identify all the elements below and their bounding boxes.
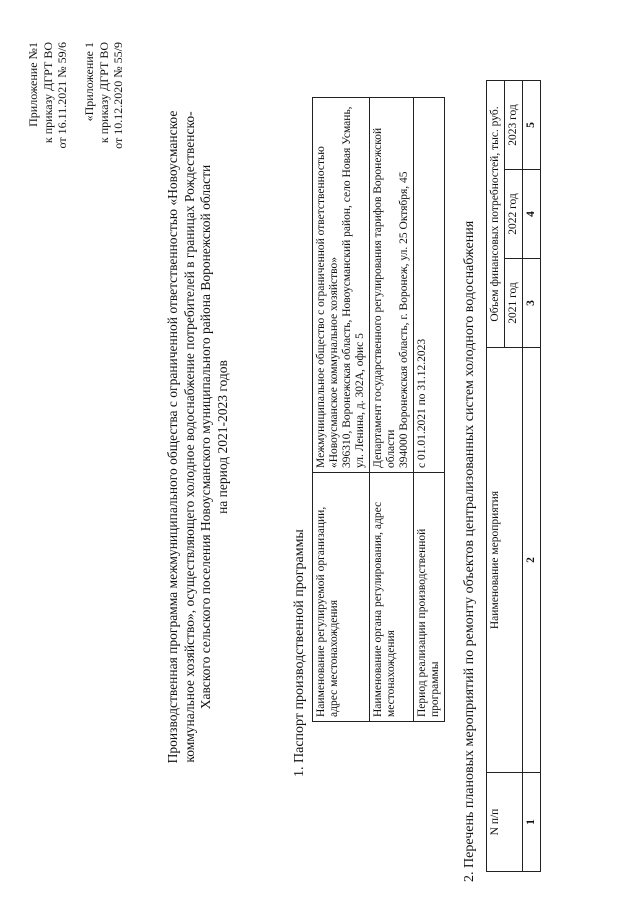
appendix-current-line3: от 16.11.2021 № 59/6: [55, 42, 69, 149]
appendix-previous-block: [82, 42, 126, 149]
appendix-current-block: [26, 42, 70, 148]
column-header-year: 2022 год: [505, 170, 523, 259]
column-header-num: N п/п: [487, 773, 523, 872]
title-line3: Хавского сельского поселения Новоусманского муниципального района Воронежской области: [198, 164, 213, 710]
passport-value-line: с 01.01.2021 по 31.12.2023: [416, 338, 428, 468]
table-cell: 1: [523, 773, 541, 872]
table-cell: 3: [523, 259, 541, 348]
table-row: [370, 98, 414, 722]
passport-value-line: 396310, Воронежская область, Новоусманский район, село Новая Усмань, ул. Ленина, д. 302А, офис 5: [341, 106, 366, 468]
passport-value-line: 394000 Воронежская область, г. Воронеж, ул. 25 Октября, 45: [398, 171, 410, 468]
title-line4: на период 2021-2023 годов: [214, 360, 230, 514]
passport-label: Наименование регулируемой организации, адрес местонахождения: [313, 473, 370, 722]
measures-table: [486, 80, 541, 872]
table-cell: 4: [523, 170, 541, 259]
passport-table: [312, 97, 445, 722]
appendix-current-line1: Приложение №1: [26, 42, 40, 127]
column-header-year: 2021 год: [505, 259, 523, 348]
appendix-previous-line2: к приказу ДГРТ ВО: [96, 42, 111, 144]
passport-value: [370, 98, 414, 473]
passport-label: Период реализации производственной программы: [414, 473, 445, 722]
appendix-previous-line3: от 10.12.2020 № 55/9: [111, 42, 125, 149]
document-page: [20, 22, 620, 882]
appendix-previous-line1: «Приложение 1: [82, 42, 96, 122]
passport-label: Наименование органа регулирования, адрес местонахождения: [370, 473, 414, 722]
document-title: [165, 87, 231, 787]
appendix-current-line2: к приказу ДГРТ ВО: [40, 42, 55, 144]
passport-value-line: Департамент государственного регулирования тарифов Воронежской области: [372, 127, 397, 468]
section1-heading: 1. Паспорт производственной программы: [292, 529, 307, 777]
table-cell: 5: [523, 81, 541, 170]
title-line2: коммунальное хозяйство», осуществляющего холодное водоснабжение потребителей в границах Рождественско-: [181, 111, 197, 763]
table-header-row: [487, 81, 505, 872]
column-header-cost: Объем финансовых потребностей, тыс. руб.: [487, 81, 505, 348]
table-row: [313, 98, 370, 722]
table-cell: 2: [523, 348, 541, 773]
passport-value-line: Межмуниципальное общество с ограниченной ответственностью «Новоусманское коммунальное хозяйство»: [315, 146, 340, 468]
section2-heading: 2. Перечень плановых мероприятий по ремонту объектов централизованных систем холодного водоснабжения: [462, 220, 477, 882]
table-row: [523, 81, 541, 872]
title-line1: Производственная программа межмуниципального общества с ограниченной ответственностью «Новоусманское: [165, 110, 180, 764]
column-header-year: 2023 год: [505, 81, 523, 170]
column-header-name: Наименование мероприятия: [487, 348, 523, 773]
table-row: [414, 98, 445, 722]
passport-value: [414, 98, 445, 473]
passport-value: [313, 98, 370, 473]
